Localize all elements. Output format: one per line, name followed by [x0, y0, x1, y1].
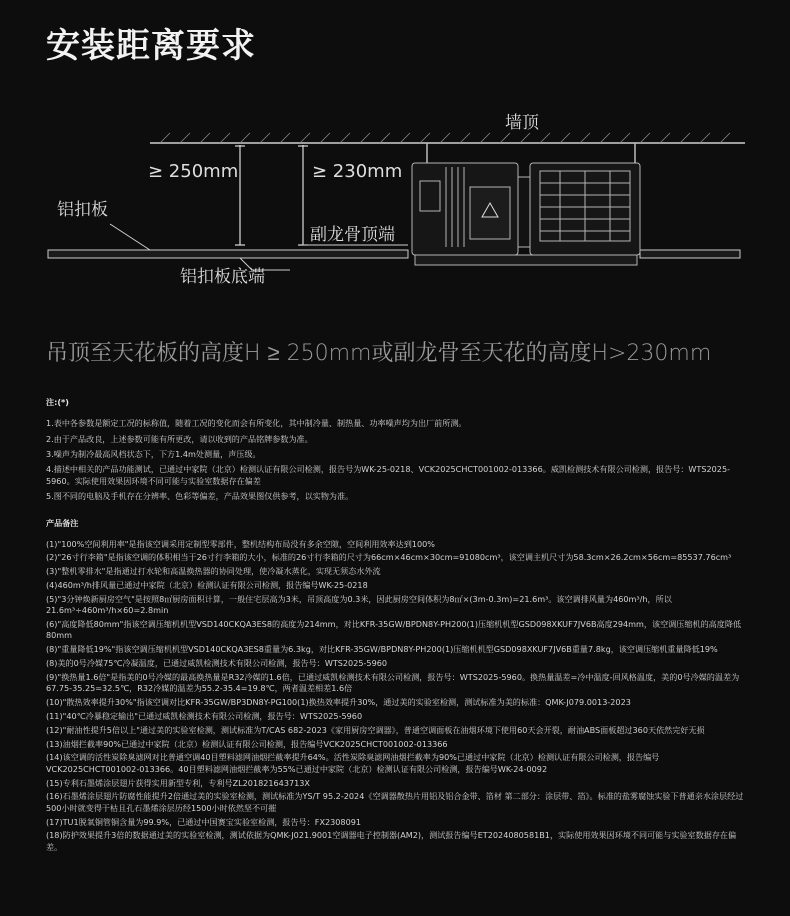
product-note-item: (12)"耐油性提升5倍以上"通过美的实验室检测，测试标准为T/CAS 682-2023《家用厨房空调器》，普通空调面板在油烟环境下使用60天会开裂，耐油ABS面板超过360天依然完好无损: [46, 724, 705, 735]
product-note-item: (14)该空调的活性炭除臭滤网对比普通空调40目塑料滤网油烟拦截率提升64%。活性炭除臭滤网油烟拦截率为90%已通过中家院（北京）检测认证有限公司检测，报告编号VCK2025CHCT001002-013366。40目塑料滤网油烟拦截率为55%已通过中家院（北京）检测认证有限公司检测，报告编号WK-24-0092: [46, 752, 660, 774]
ac-unit-illustration: [412, 163, 640, 265]
product-note-item: (10)"散热效率提升30%"指该空调对比KFR-35GW/BP3DN8Y-PG100(1)换热效率提升30%，通过美的实验室检测，测试标准为美的标准：QMK-J079.0013-2023: [46, 697, 631, 708]
product-note-item: (8)"重量降低19%"指该空调压缩机机型VSD140CKQA3ES8重量为6.3kg，对比KFR-35GW/BPDN8Y-PH200(1)压缩机机型GSD098XKUF7JV6B重量7.8kg，该空调压缩机重量降低19%: [46, 644, 718, 655]
product-notes-heading: 产品备注: [46, 518, 79, 529]
product-note-item: (13)油烟拦截率90%已通过中家院（北京）检测认证有限公司检测，报告编号VCK2025CHCT001002-013366: [46, 738, 448, 749]
product-note-item: (3)"整机零排水"是指通过打水轮和高温换热器的协同处理，使冷凝水蒸化，实现无须态水外流: [46, 566, 381, 577]
product-note-item: (6)"高度降低80mm"指该空调压缩机机型VSD140CKQA3ES8的高度为214mm，对比KFR-35GW/BPDN8Y-PH200(1)压缩机机型GSD098XKUF7JV6B高度294mm，该空调压缩机的高度降低80mm: [46, 619, 742, 641]
note-item: 1.表中各参数是额定工况的标称值，随着工况的变化而会有所变化，其中制冷量、制热量、功率噪声均为出厂前所测。: [46, 418, 467, 429]
product-note-item: (1)"100%空间利用率"是指该空调采用定制型零部件，整机结构布局没有多余空隙，空间利用效率达到100%: [46, 538, 435, 549]
note-item: 4.描述中相关的产品功能测试，已通过中家院（北京）检测认证有限公司检测，报告号为WK-25-0218、VCK2025CHCT001002-013366。威凯检测技术有限公司检测，报告号：WTS2025-5960。实际使用效果因环境不同可能与实验室数据存在偏差: [46, 464, 731, 486]
product-note-item: (18)防护效果提升3倍的数据通过美的实验室检测，测试依据为QMK-J021.9001空调器电子控制器(AM2)，测试报告编号ET2024080581B1，实际使用效果因环境不同可能与实验室数据存在偏差。: [46, 830, 737, 852]
product-note-item: (8)美的0号冷媒75℃冷凝温度，已通过威凯检测技术有限公司检测，报告号：WTS2025-5960: [46, 658, 388, 669]
product-note-item: (11)"40℃冷暴稳定输出"已通过威凯检测技术有限公司检测，报告号：WTS2025-5960: [46, 710, 363, 721]
panel-leader: [110, 224, 150, 250]
panel-label: 铝扣板: [57, 200, 108, 220]
notes-section: [46, 397, 746, 856]
product-note-item: (9)"换热量1.6倍"是指美的0号冷媒的最高换热量是R32冷媒的1.6倍，已通过威凯检测技术有限公司检测，报告号：WTS2025-5960。换热量温差=冷中温度-回风格温度，美的0号冷媒的温差为67.75-35.25=32.5℃，R32冷媒的温差为55.2-35.4=19.8℃，两者温差相差1.6倍: [46, 671, 740, 694]
panel-board-right: [640, 250, 740, 258]
product-note-item: (15)专利石墨烯涂层翅片获得实用新型专利，专利号ZL201821643713X: [46, 777, 310, 788]
ceiling-hatching: [160, 133, 730, 143]
page-title: 安装距离要求: [46, 26, 256, 66]
note-item: 2.由于产品改良，上述参数可能有所更改，请以收到的产品铭牌参数为准。: [46, 433, 313, 444]
keel-label: 副龙骨顶端: [310, 225, 395, 245]
product-note-item: (2)"26寸行李箱"是指该空调的体积相当于26寸行李箱的大小，标准的26寸行李箱的尺寸为66cm×46cm×30cm=91080cm³，该空调主机尺寸为58.3cm×26.2cm×56cm=85537.76cm³: [46, 552, 732, 563]
right-distance-label: ≥ 230mm: [312, 161, 403, 182]
note-item: 3.噪声为制冷最高风档状态下，下方1.4m处测量，声压级。: [46, 448, 261, 459]
product-note-item: (17)TU1脱氧铜管铜含量为99.9%，已通过中国赛宝实验室检测，报告号：FX2308091: [46, 816, 362, 827]
note-item: 5.图不同的电脑及手机存在分辨率、色彩等偏差，产品效果图仅供参考，以实物为准。: [46, 490, 354, 501]
left-distance-label: ≥ 250mm: [148, 161, 239, 182]
notes-heading: 注:(*): [46, 397, 69, 407]
product-note-item: (5)"3分钟焕新厨房空气"是按照8㎡厨房面积计算，一般住宅层高为3米，吊顶高度为0.3米，因此厨房空间体积为8㎡×(3m-0.3m)=21.6m³。该空调排风量为460m³/h，所以21.6m³÷460m³/h×60=2.8min: [46, 593, 672, 616]
panel-board-left: [48, 250, 408, 258]
installation-distance-diagram: [0, 95, 790, 320]
product-note-item: (16)石墨烯涂层翅片防腐性能提升2倍通过美的实验室检测，测试标准为YS/T 95.2-2024《空调器散热片用铝及铝合金带、箔材 第二部分：涂层带、箔》。标准的盐雾腐蚀实验下普通亲水涂层经过500小时就变得干枯且孔石墨烯涂层历经1500小时依然坚不可摧: [46, 791, 744, 813]
panel-bottom-label: 铝扣板底端: [180, 267, 265, 287]
height-requirement-headline: 吊顶至天花板的高度H ≥ 250mm或副龙骨至天花的高度H>230mm: [46, 341, 712, 366]
ceiling-label: 墙顶: [505, 113, 539, 133]
product-note-item: (4)460m³/h排风量已通过中家院（北京）检测认证有限公司检测，报告编号WK-25-0218: [46, 580, 368, 591]
